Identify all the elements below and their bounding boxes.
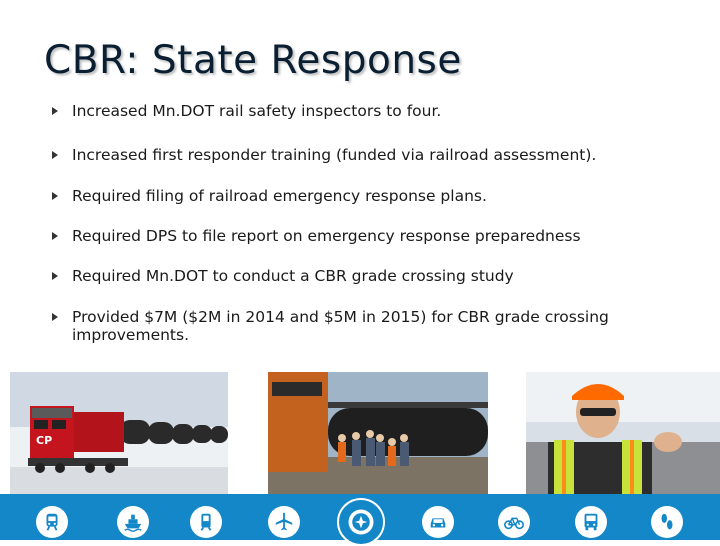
bullet-arrow-icon <box>52 151 58 159</box>
bullet-item: Increased Mn.DOT rail safety inspectors to four. <box>52 102 692 120</box>
ship-icon <box>117 506 149 538</box>
bullet-arrow-icon <box>52 272 58 280</box>
car-icon <box>422 506 454 538</box>
mndot-seal-icon <box>337 498 385 546</box>
bullet-arrow-icon <box>52 192 58 200</box>
bullet-arrow-icon <box>52 107 58 115</box>
bullet-item: Required filing of railroad emergency response plans. <box>52 187 692 205</box>
pedestrian-icon <box>651 506 683 538</box>
slide-title: CBR: State Response <box>44 38 462 83</box>
bullet-item: Required DPS to file report on emergency response preparedness <box>52 227 692 245</box>
airplane-icon <box>268 506 300 538</box>
bus-icon <box>575 506 607 538</box>
bicycle-icon <box>498 506 530 538</box>
photo-safety-worker <box>526 372 720 494</box>
photo-cp-train <box>10 372 228 494</box>
bullet-item: Provided $7M ($2M in 2014 and $5M in 2015) for CBR grade crossing improvements. <box>52 308 692 344</box>
transit-icon <box>190 506 222 538</box>
bullet-arrow-icon <box>52 313 58 321</box>
bullet-arrow-icon <box>52 232 58 240</box>
bullet-item: Increased first responder training (funded via railroad assessment). <box>52 146 692 164</box>
cp-logo: CP <box>36 434 53 447</box>
rail-icon <box>36 506 68 538</box>
photo-tank-car-responders <box>268 372 488 494</box>
bullet-item: Required Mn.DOT to conduct a CBR grade crossing study <box>52 267 692 285</box>
